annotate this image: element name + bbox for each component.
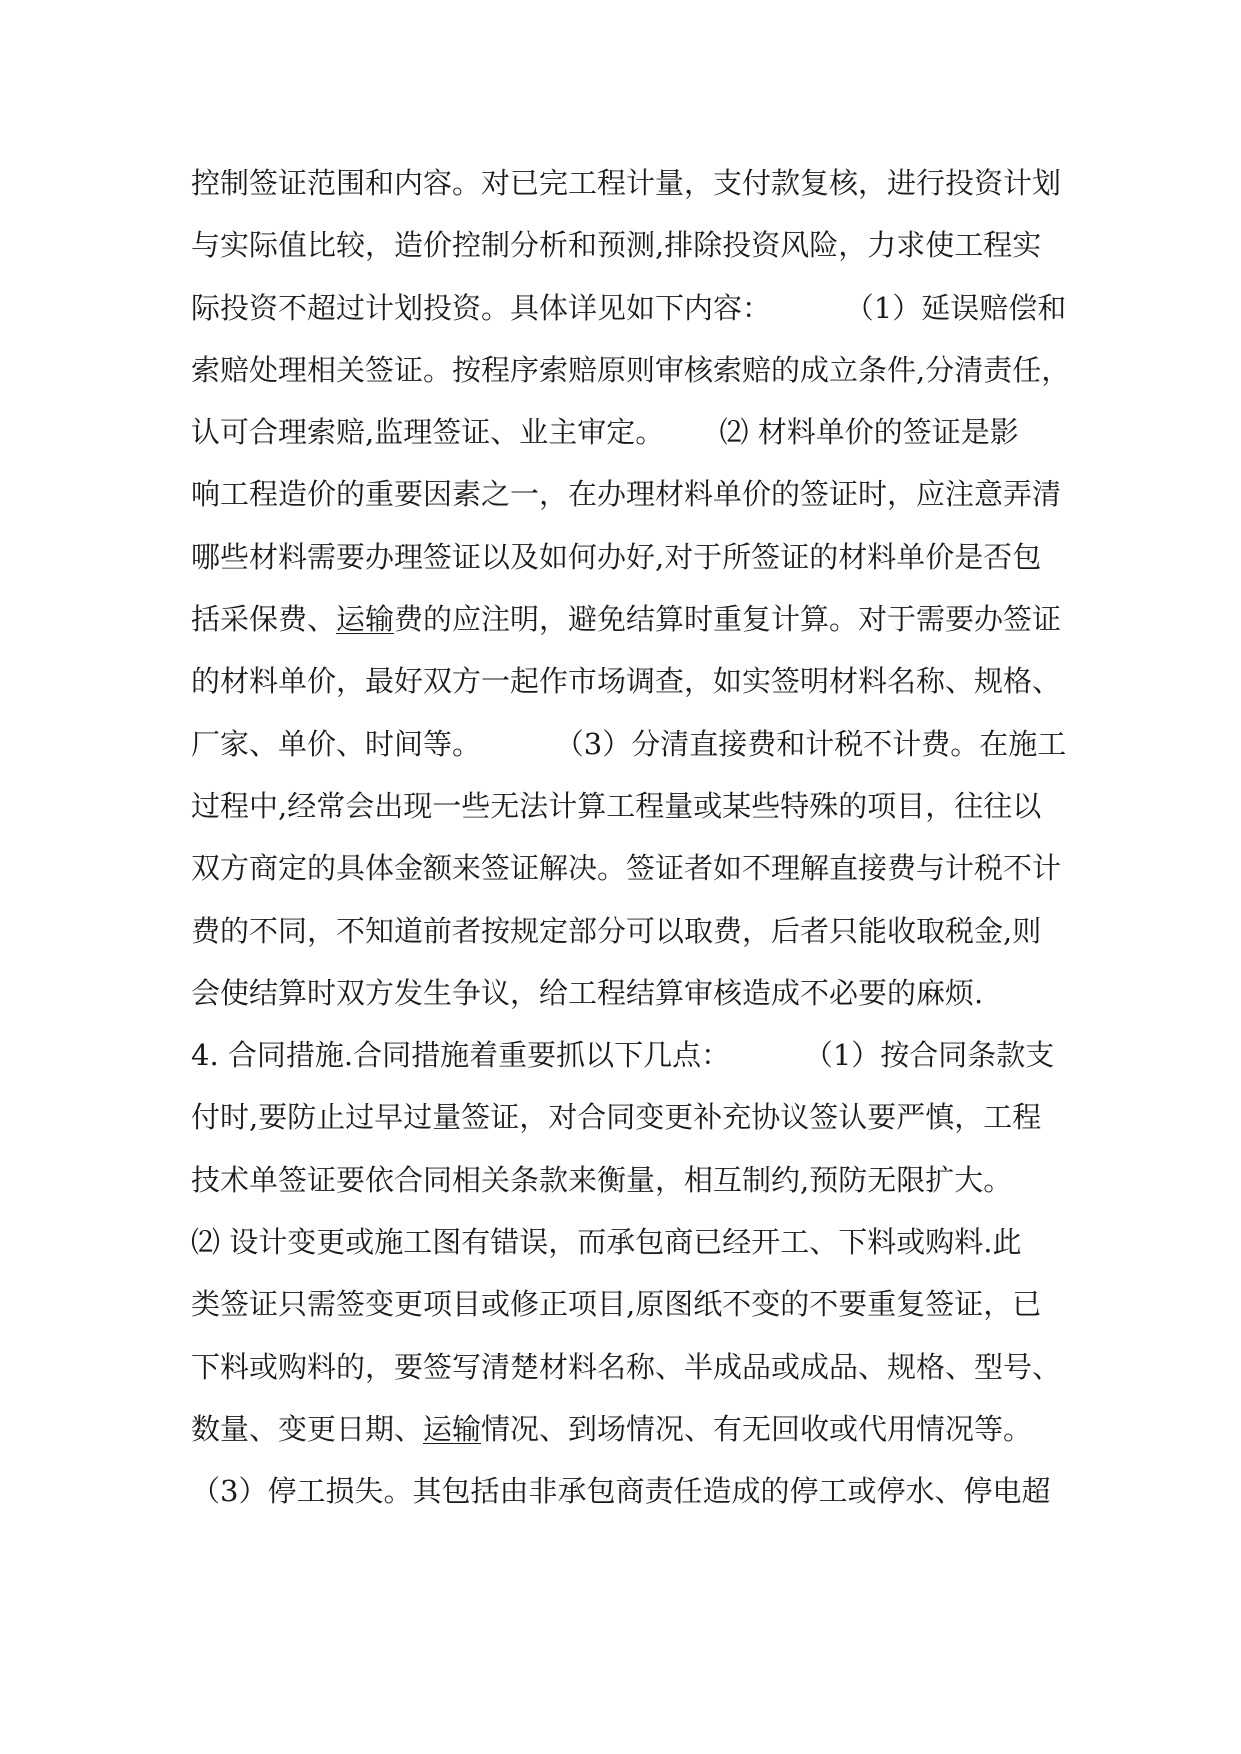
text-segment: 费的应注明，避免结算时重复计算。对于需要办签证 — [394, 602, 1062, 637]
text-line: 类签证只需签变更项目或修正项目,原图纸不变的不要重复签证，已 — [191, 1287, 1042, 1322]
text-line: 费的不同，不知道前者按规定部分可以取费，后者只能收取税金,则 — [191, 913, 1042, 948]
text-line: 双方商定的具体金额来签证解决。签证者如不理解直接费与计税不计 — [191, 851, 1062, 886]
text-line: 哪些材料需要办理签证以及如何办好,对于所签证的材料单价是否包 — [191, 539, 1042, 574]
text-line: 控制签证范围和内容。对已完工程计量，支付款复核，进行投资计划 — [191, 166, 1062, 200]
text-segment: 括采保费、 — [191, 602, 337, 637]
body-text — [191, 163, 1071, 1534]
text-line: 厂家、单价、时间等。 （3）分清直接费和计税不计费。在施工 — [191, 726, 1067, 761]
underlined-term: 运输 — [336, 602, 395, 637]
text-line: 认可合理索赔,监理签证、业主审定。 ⑵ 材料单价的签证是影 — [191, 415, 1019, 450]
text-line: 过程中,经常会出现一些无法计算工程量或某些特殊的项目，往往以 — [191, 788, 1042, 823]
text-line: 会使结算时双方发生争议，给工程结算审核造成不必要的麻烦. — [191, 975, 984, 1010]
text-line — [191, 1409, 1061, 1471]
text-segment: 数量、变更日期、 — [191, 1411, 424, 1446]
text-line: 下料或购料的，要签写清楚材料名称、半成品或成品、规格、型号、 — [191, 1349, 1062, 1384]
text-line: 的材料单价，最好双方一起作市场调查，如实签明材料名称、规格、 — [191, 664, 1062, 699]
text-line: 技术单签证要依合同相关条款来衡量，相互制约,预防无限扩大。 — [191, 1162, 1013, 1197]
text-line: 响工程造价的重要因素之一，在办理材料单价的签证时，应注意弄清 — [191, 477, 1062, 512]
text-line — [191, 599, 1061, 661]
text-line: （3）停工损失。其包括由非承包商责任造成的停工或停水、停电超 — [191, 1474, 1051, 1509]
text-line: 与实际值比较，造价控制分析和预测,排除投资风险，力求使工程实 — [191, 228, 1042, 263]
text-line: 际投资不超过计划投资。具体详见如下内容： （1）延误赔偿和 — [191, 290, 1067, 325]
text-line: 索赔处理相关签证。按程序索赔原则审核索赔的成立条件,分清责任， — [191, 352, 1071, 387]
underlined-term: 运输 — [423, 1411, 482, 1446]
text-line: ⑵ 设计变更或施工图有错误，而承包商已经开工、下料或购料.此 — [191, 1225, 1022, 1260]
text-line: 4. 合同措施.合同措施着重要抓以下几点： （1）按合同条款支 — [191, 1038, 1055, 1073]
text-segment: 情况、到场情况、有无回收或代用情况等。 — [481, 1411, 1033, 1446]
text-line: 付时,要防止过早过量签证，对合同变更补充协议签认要严慎，工程 — [191, 1100, 1042, 1135]
